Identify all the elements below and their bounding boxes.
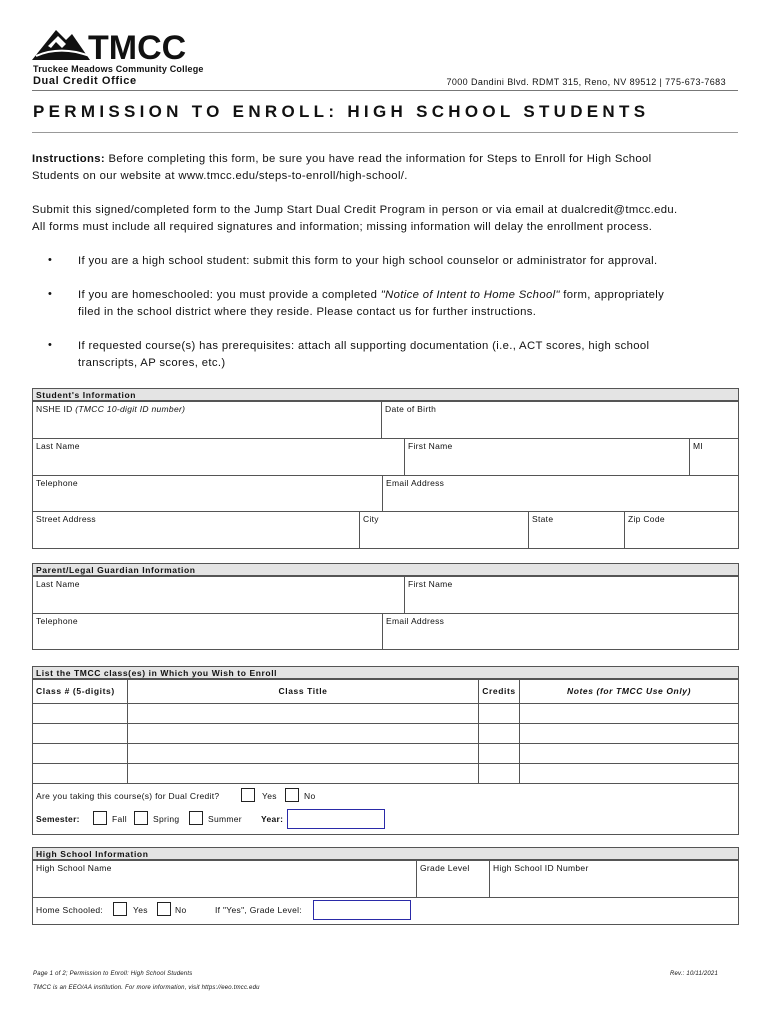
class-title-header-text: Class Title bbox=[278, 686, 328, 696]
table-row-cell[interactable] bbox=[520, 744, 738, 764]
student-first-name-field[interactable] bbox=[405, 439, 690, 476]
credits-header bbox=[479, 680, 520, 704]
submit-line2: All forms must include all required signatures and information; missing information will delay the enrollment process. bbox=[32, 221, 653, 233]
bullet-2-line2: filed in the school district where they reside. Please contact us for further instructions. bbox=[78, 306, 537, 318]
dual-credit-yes-label: Yes bbox=[262, 791, 277, 801]
guardian-first-name-label: First Name bbox=[408, 579, 453, 589]
home-school-grade-input[interactable] bbox=[313, 900, 411, 920]
bullet-3-line1: If requested course(s) has prerequisites: attach all supporting documentation (i.e., ACT scores, high school bbox=[78, 340, 650, 352]
guardian-last-name-label: Last Name bbox=[36, 579, 80, 589]
bullet-2 bbox=[78, 287, 728, 321]
dual-credit-yes-checkbox[interactable] bbox=[241, 788, 255, 802]
highschool-section bbox=[32, 860, 739, 925]
table-row-cell[interactable] bbox=[520, 764, 738, 784]
guardian-first-name-field[interactable] bbox=[405, 577, 738, 614]
guardian-email-field[interactable] bbox=[383, 614, 738, 649]
nshe-id-hint: (TMCC 10-digit ID number) bbox=[75, 404, 186, 414]
home-schooled-no-label: No bbox=[175, 905, 187, 915]
table-row-cell[interactable] bbox=[33, 764, 128, 784]
semester-summer-checkbox[interactable] bbox=[189, 811, 203, 825]
high-school-name-field[interactable] bbox=[33, 861, 417, 898]
table-row-cell[interactable] bbox=[128, 744, 479, 764]
year-label: Year: bbox=[261, 814, 284, 824]
notes-header bbox=[520, 680, 738, 704]
guardian-section-heading: Parent/Legal Guardian Information bbox=[32, 563, 739, 576]
mountain-logo-icon bbox=[32, 26, 217, 66]
grade-level-field[interactable] bbox=[417, 861, 490, 898]
table-row-cell[interactable] bbox=[128, 724, 479, 744]
table-row-cell[interactable] bbox=[479, 724, 520, 744]
street-address-field[interactable] bbox=[33, 512, 360, 548]
footer-eeo: TMCC is an EEO/AA institution. For more information, visit https://eeo.tmcc.edu bbox=[33, 985, 260, 991]
semester-summer-label: Summer bbox=[208, 814, 242, 824]
guardian-last-name-field[interactable] bbox=[33, 577, 405, 614]
page-title: PERMISSION TO ENROLL: HIGH SCHOOL STUDENTS bbox=[33, 102, 650, 121]
highschool-section-heading: High School Information bbox=[32, 847, 739, 860]
student-section bbox=[32, 401, 739, 549]
student-first-name-label: First Name bbox=[408, 441, 453, 451]
guardian-telephone-field[interactable] bbox=[33, 614, 383, 649]
footer-page-info: Page 1 of 2; Permission to Enroll: High School Students bbox=[33, 971, 193, 977]
class-number-header-text: Class # (5-digits) bbox=[36, 686, 115, 696]
table-row-cell[interactable] bbox=[479, 704, 520, 724]
bullet-dot: • bbox=[48, 288, 52, 300]
student-telephone-field[interactable] bbox=[33, 476, 383, 512]
classes-section bbox=[32, 679, 739, 835]
title-divider bbox=[32, 132, 738, 133]
classes-section-heading: List the TMCC class(es) in Which you Wish to Enroll bbox=[32, 666, 739, 679]
zip-code-field[interactable] bbox=[625, 512, 738, 548]
city-field[interactable] bbox=[360, 512, 529, 548]
student-email-field[interactable] bbox=[383, 476, 738, 512]
bullet-3 bbox=[78, 338, 728, 372]
bullet-1: If you are a high school student: submit this form to your high school counselor or administrator for approval. bbox=[78, 255, 658, 267]
footer-revision: Rev.: 10/11/2021 bbox=[669, 971, 718, 977]
semester-spring-label: Spring bbox=[153, 814, 180, 824]
bullet-3-line2: transcripts, AP scores, etc.) bbox=[78, 357, 226, 369]
nshe-id-label: NSHE ID bbox=[36, 404, 73, 414]
home-schooled-no-checkbox[interactable] bbox=[157, 902, 171, 916]
submit-text bbox=[32, 202, 738, 236]
home-schooled-yes-checkbox[interactable] bbox=[113, 902, 127, 916]
dual-credit-no-checkbox[interactable] bbox=[285, 788, 299, 802]
guardian-email-label: Email Address bbox=[386, 616, 445, 626]
class-number-header bbox=[33, 680, 128, 704]
instructions-line1: Before completing this form, be sure you have read the information for Steps to Enroll for High School bbox=[108, 153, 652, 165]
dob-field[interactable] bbox=[382, 402, 738, 439]
tagline: Truckee Meadows Community College bbox=[33, 64, 204, 74]
instructions-line2: Students on our website at www.tmcc.edu/steps-to-enroll/high-school/. bbox=[32, 170, 408, 182]
table-row-cell[interactable] bbox=[128, 704, 479, 724]
semester-fall-checkbox[interactable] bbox=[93, 811, 107, 825]
state-field[interactable] bbox=[529, 512, 625, 548]
semester-label: Semester: bbox=[36, 814, 80, 824]
high-school-name-label: High School Name bbox=[36, 863, 112, 873]
student-telephone-label: Telephone bbox=[36, 478, 78, 488]
class-title-header bbox=[128, 680, 479, 704]
notes-header-text: Notes (for TMCC Use Only) bbox=[566, 686, 692, 696]
nshe-id-field[interactable] bbox=[33, 402, 382, 439]
bullet-dot: • bbox=[48, 254, 52, 266]
home-school-grade-label: If "Yes", Grade Level: bbox=[215, 905, 302, 915]
semester-spring-checkbox[interactable] bbox=[134, 811, 148, 825]
table-row-cell[interactable] bbox=[479, 764, 520, 784]
table-row-cell[interactable] bbox=[33, 744, 128, 764]
high-school-id-label: High School ID Number bbox=[493, 863, 589, 873]
city-label: City bbox=[363, 514, 379, 524]
student-last-name-label: Last Name bbox=[36, 441, 80, 451]
bullet-dot: • bbox=[48, 339, 52, 351]
dual-credit-no-label: No bbox=[304, 791, 316, 801]
home-schooled-yes-label: Yes bbox=[133, 905, 148, 915]
header-divider bbox=[32, 90, 738, 91]
submit-line1: Submit this signed/completed form to the Jump Start Dual Credit Program in person or via email at dualcredit@tmcc.edu. bbox=[32, 204, 678, 216]
state-label: State bbox=[532, 514, 554, 524]
credits-header-text: Credits bbox=[482, 686, 516, 696]
home-schooled-label: Home Schooled: bbox=[36, 905, 104, 915]
guardian-telephone-label: Telephone bbox=[36, 616, 78, 626]
bullet-2-em: "Notice of Intent to Home School" bbox=[380, 289, 560, 301]
office-address: 7000 Dandini Blvd. RDMT 315, Reno, NV 89512 | 775-673-7683 bbox=[446, 77, 726, 87]
student-last-name-field[interactable] bbox=[33, 439, 405, 476]
high-school-id-field[interactable] bbox=[490, 861, 738, 898]
instructions-label: Instructions: bbox=[32, 153, 105, 165]
instructions-text bbox=[32, 151, 738, 185]
brand-text: TMCC bbox=[88, 29, 187, 66]
table-row-cell[interactable] bbox=[479, 744, 520, 764]
student-mi-field[interactable] bbox=[690, 439, 738, 476]
student-email-label: Email Address bbox=[386, 478, 445, 488]
student-section-heading: Student's Information bbox=[32, 388, 739, 401]
street-address-label: Street Address bbox=[36, 514, 96, 524]
semester-fall-label: Fall bbox=[112, 814, 127, 824]
table-row-cell[interactable] bbox=[128, 764, 479, 784]
table-row-cell[interactable] bbox=[33, 704, 128, 724]
bullet-2-pre: If you are homeschooled: you must provide a completed bbox=[78, 289, 381, 301]
dob-label: Date of Birth bbox=[385, 404, 437, 414]
table-row-cell[interactable] bbox=[520, 724, 738, 744]
table-row-cell[interactable] bbox=[33, 724, 128, 744]
dual-credit-question: Are you taking this course(s) for Dual Credit? bbox=[36, 791, 220, 801]
grade-level-label: Grade Level bbox=[420, 863, 470, 873]
guardian-section bbox=[32, 576, 739, 650]
table-row-cell[interactable] bbox=[520, 704, 738, 724]
office-name: Dual Credit Office bbox=[33, 75, 137, 87]
zip-code-label: Zip Code bbox=[628, 514, 665, 524]
year-input[interactable] bbox=[287, 809, 385, 829]
bullet-2-post: form, appropriately bbox=[559, 289, 665, 301]
student-mi-label: MI bbox=[693, 441, 704, 451]
